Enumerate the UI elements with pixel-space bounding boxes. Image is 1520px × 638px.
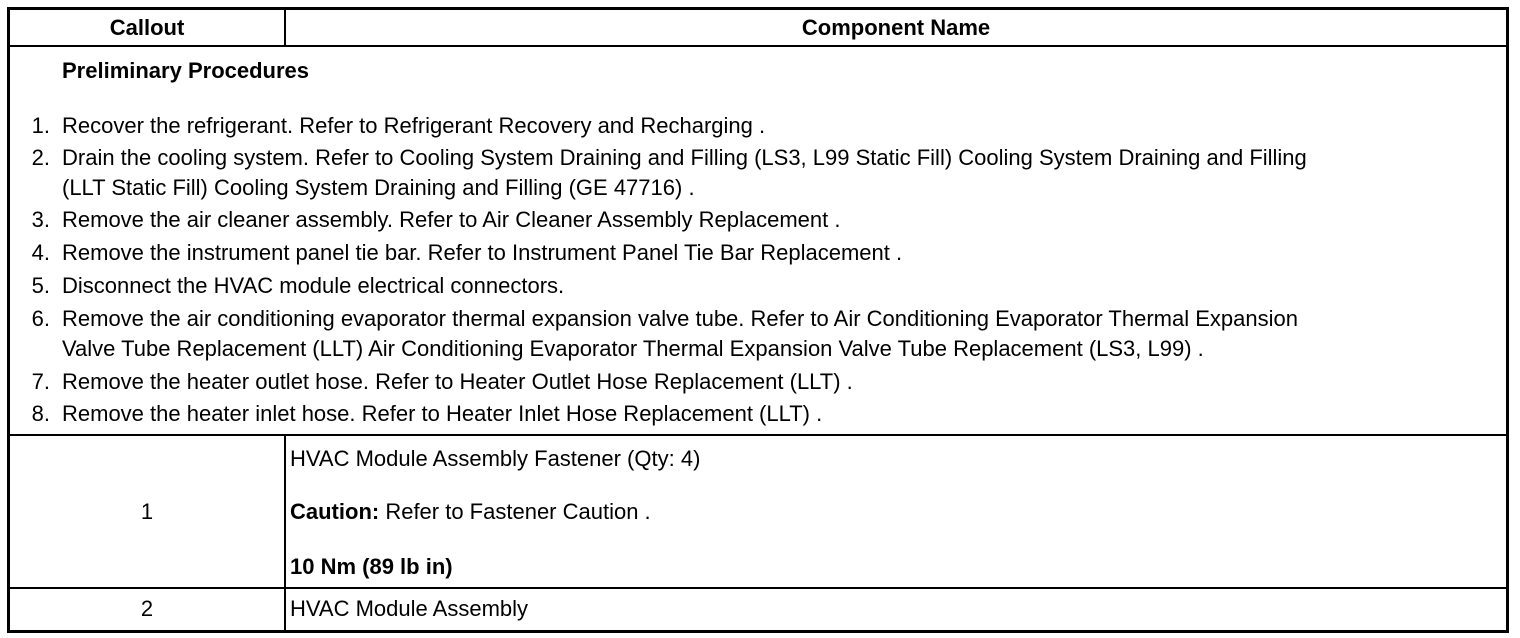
step-number: 7.: [31, 369, 50, 394]
row-1-component-name: HVAC Module Assembly Fastener (Qty: 4): [290, 446, 701, 471]
step-text: Remove the air conditioning evaporator thermal expansion valve tube. Refer to Air Conditioning Evaporator Thermal Expansion: [62, 306, 1298, 331]
header-divider: [7, 45, 1509, 47]
header-component-name: Component Name: [801, 15, 991, 40]
step-text: Remove the air cleaner assembly. Refer to Air Cleaner Assembly Replacement .: [62, 207, 841, 232]
step-text-continued: (LLT Static Fill) Cooling System Draining and Filling (GE 47716) .: [62, 175, 695, 200]
caution-text: Refer to Fastener Caution .: [379, 499, 651, 524]
step-number: 2.: [31, 145, 50, 170]
step-text: Remove the instrument panel tie bar. Refer to Instrument Panel Tie Bar Replacement .: [62, 240, 903, 265]
caution-label: Caution:: [290, 499, 380, 524]
step-number: 5.: [31, 273, 50, 298]
step-text: Remove the heater outlet hose. Refer to Heater Outlet Hose Replacement (LLT) .: [62, 369, 853, 394]
step-text: Remove the heater inlet hose. Refer to Heater Inlet Hose Replacement (LLT) .: [62, 401, 823, 426]
row-divider-1: [7, 434, 1509, 436]
row-column-divider: [284, 434, 286, 630]
row-1-callout: 1: [140, 499, 154, 524]
step-text: Disconnect the HVAC module electrical connectors.: [62, 273, 565, 298]
row-divider-2: [7, 587, 1509, 589]
row-1-torque-spec: 10 Nm (89 lb in): [290, 554, 453, 579]
step-text: Drain the cooling system. Refer to Cooling System Draining and Filling (LS3, L99 Static Fill) Cooling System Draining and Filling: [62, 145, 1307, 170]
step-number: 4.: [31, 240, 50, 265]
step-text-continued: Valve Tube Replacement (LLT) Air Conditioning Evaporator Thermal Expansion Valve Tube Replacement (LS3, L99) .: [62, 336, 1204, 361]
preliminary-title: Preliminary Procedures: [62, 58, 310, 83]
step-number: 1.: [31, 113, 50, 138]
row-1-caution: [290, 496, 651, 528]
step-number: 3.: [31, 207, 50, 232]
row-2-callout: 2: [140, 596, 154, 621]
step-number: 8.: [31, 401, 50, 426]
step-number: 6.: [31, 306, 50, 331]
step-text: Recover the refrigerant. Refer to Refrigerant Recovery and Recharging .: [62, 113, 766, 138]
row-2-component-name: HVAC Module Assembly: [290, 596, 529, 621]
header-callout: Callout: [109, 15, 185, 40]
